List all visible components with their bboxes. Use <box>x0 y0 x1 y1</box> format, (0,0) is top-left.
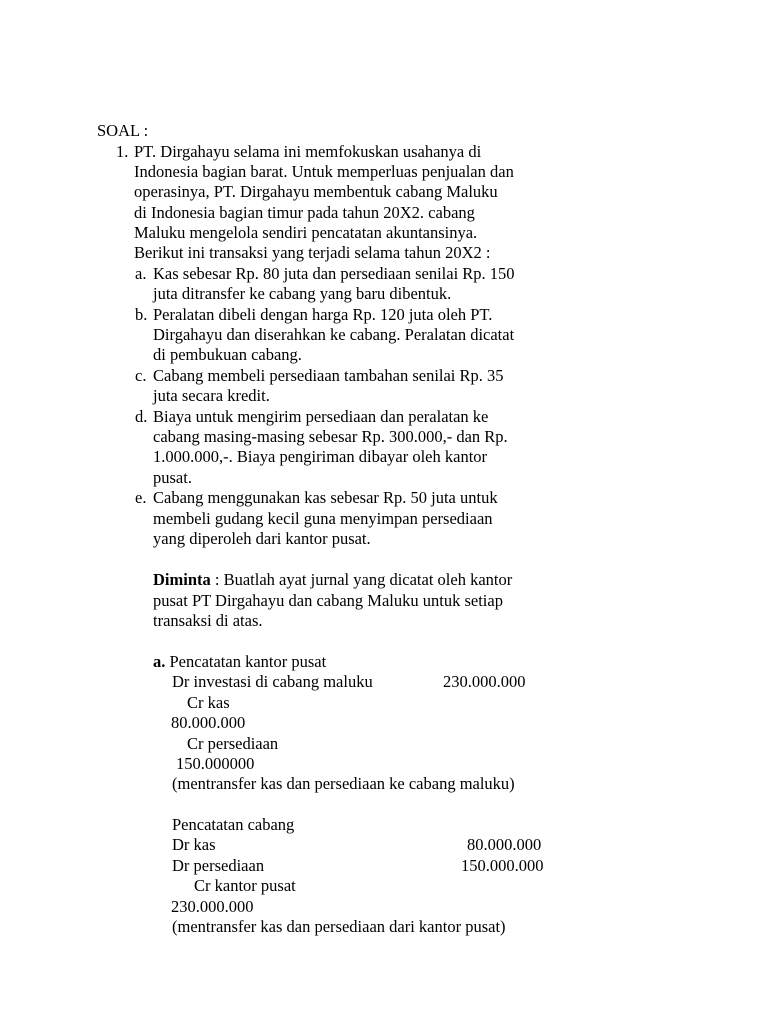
pusat-title: Pencatatan kantor pusat <box>165 652 327 671</box>
cabang-title: Pencatatan cabang <box>172 815 295 834</box>
item-line: Kas sebesar Rp. 80 juta dan persediaan senilai Rp. 150 <box>153 264 515 283</box>
item-line: Peralatan dibeli dengan harga Rp. 120 juta oleh PT. <box>153 305 493 324</box>
answer-label: a. <box>153 652 166 671</box>
journal-credit: Cr kantor pusat <box>194 876 296 895</box>
journal-note: (mentransfer kas dan persediaan ke cabang maluku) <box>172 774 515 793</box>
item-line: yang diperoleh dari kantor pusat. <box>153 529 371 548</box>
diminta-label: Diminta <box>153 570 211 589</box>
journal-amount: 150.000000 <box>176 754 255 773</box>
diminta-line <box>153 570 512 590</box>
item-line: cabang masing-masing sebesar Rp. 300.000,- dan Rp. <box>153 427 508 446</box>
item-line: pusat. <box>153 468 192 487</box>
item-line: Cabang menggunakan kas sebesar Rp. 50 juta untuk <box>153 488 498 507</box>
journal-amount: 150.000.000 <box>461 856 544 875</box>
heading: SOAL : <box>97 121 149 140</box>
item-line: Biaya untuk mengirim persediaan dan peralatan ke <box>153 407 489 426</box>
item-line: Cabang membeli persediaan tambahan senilai Rp. 35 <box>153 366 504 385</box>
answer-title-line <box>153 652 326 672</box>
diminta-text: : Buatlah ayat jurnal yang dicatat oleh kantor <box>210 570 513 589</box>
journal-credit: Cr persediaan <box>187 734 279 753</box>
journal-debit: Dr kas <box>172 835 216 854</box>
problem-intro-line: di Indonesia bagian timur pada tahun 20X2. cabang <box>134 203 475 222</box>
diminta-line: transaksi di atas. <box>153 611 263 630</box>
problem-intro-line: operasinya, PT. Dirgahayu membentuk cabang Maluku <box>134 182 498 201</box>
item-line: di pembukuan cabang. <box>153 345 302 364</box>
problem-intro-line: Indonesia bagian barat. Untuk memperluas penjualan dan <box>134 162 514 181</box>
item-label: b. <box>135 305 148 324</box>
journal-note: (mentransfer kas dan persediaan dari kantor pusat) <box>172 917 506 936</box>
journal-debit: Dr persediaan <box>172 856 265 875</box>
item-line: juta secara kredit. <box>153 386 270 405</box>
journal-debit: Dr investasi di cabang maluku <box>172 672 373 691</box>
journal-amount: 230.000.000 <box>443 672 526 691</box>
journal-amount: 230.000.000 <box>171 897 254 916</box>
item-line: 1.000.000,-. Biaya pengiriman dibayar oleh kantor <box>153 447 488 466</box>
item-line: Dirgahayu dan diserahkan ke cabang. Peralatan dicatat <box>153 325 515 344</box>
diminta-line: pusat PT Dirgahayu dan cabang Maluku untuk setiap <box>153 591 503 610</box>
journal-amount: 80.000.000 <box>171 713 246 732</box>
item-label: c. <box>135 366 147 385</box>
item-line: juta ditransfer ke cabang yang baru dibentuk. <box>153 284 452 303</box>
item-label: d. <box>135 407 148 426</box>
problem-intro-line: Maluku mengelola sendiri pencatatan akuntansinya. <box>134 223 478 242</box>
problem-intro-line: Berikut ini transaksi yang terjadi selama tahun 20X2 : <box>134 243 491 262</box>
journal-amount: 80.000.000 <box>467 835 542 854</box>
problem-number: 1. <box>116 142 129 161</box>
journal-credit: Cr kas <box>187 693 230 712</box>
item-label: a. <box>135 264 147 283</box>
problem-intro-line: PT. Dirgahayu selama ini memfokuskan usahanya di <box>134 142 482 161</box>
item-line: membeli gudang kecil guna menyimpan persediaan <box>153 509 493 528</box>
item-label: e. <box>135 488 147 507</box>
